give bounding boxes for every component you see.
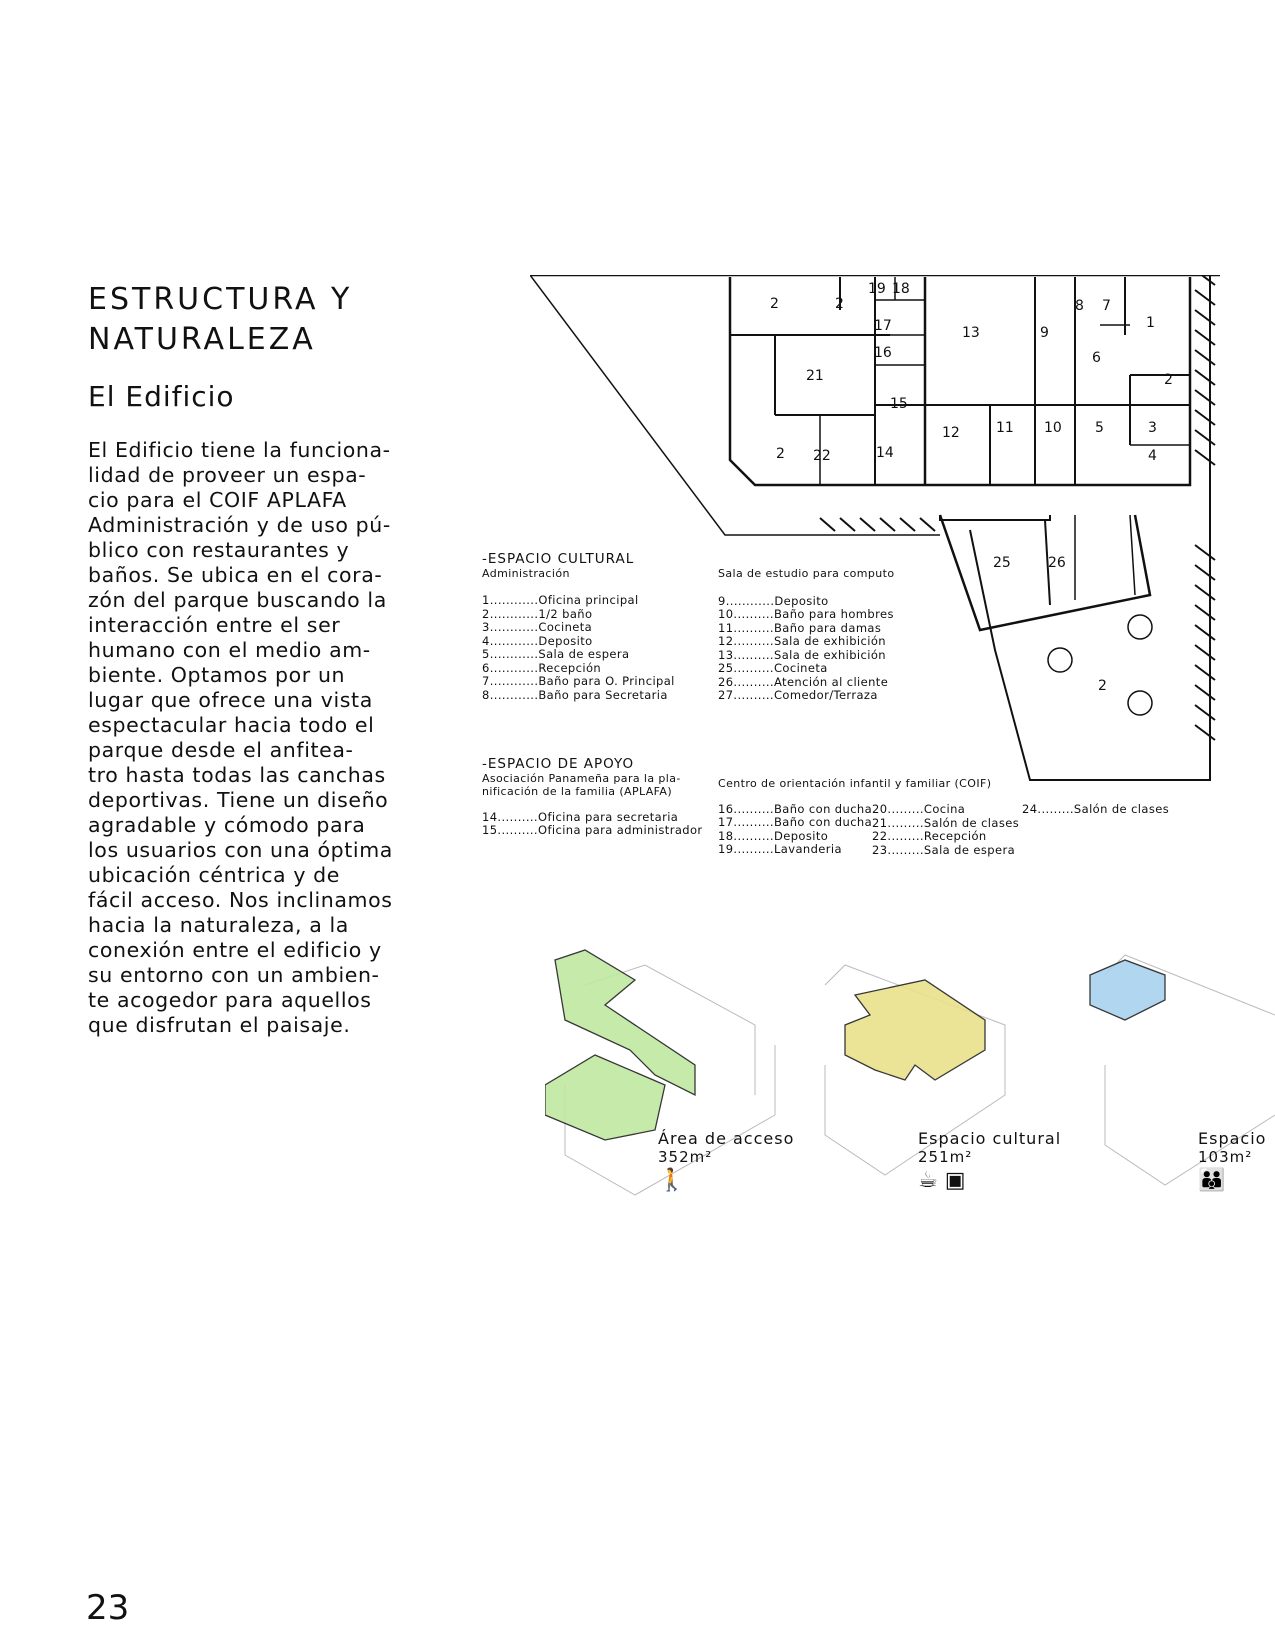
legend-cultural	[482, 553, 675, 702]
legend-item: 19..........Lavanderia	[718, 842, 842, 856]
axo-area: 103m²	[1198, 1148, 1253, 1166]
legend-cultural-col1-heading: Administración	[482, 566, 570, 580]
legend-item: 1............Oficina principal	[482, 593, 639, 607]
room-6: 6	[1092, 350, 1101, 366]
legend-apoyo-col4	[1022, 803, 1169, 817]
page-heading	[88, 280, 352, 360]
blue-area	[1090, 960, 1165, 1020]
room-3: 3	[1148, 420, 1157, 436]
room-21: 21	[806, 368, 824, 384]
room-8: 8	[1075, 298, 1084, 314]
room-18: 18	[892, 281, 910, 297]
room-2e: 2	[1098, 678, 1107, 694]
room-1: 1	[1146, 315, 1155, 331]
legend-item: 3............Cocineta	[482, 620, 593, 634]
axo-label-cultural	[918, 1130, 1061, 1166]
axo-label-espacio	[1198, 1130, 1275, 1166]
legend-item: 17..........Baño con ducha	[718, 815, 873, 829]
legend-apoyo-col3	[872, 803, 1019, 857]
legend-item: 25..........Cocineta	[718, 661, 828, 675]
room-11: 11	[996, 420, 1014, 436]
room-22: 22	[813, 448, 831, 464]
room-2c: 2	[1164, 372, 1173, 388]
legend-apoyo-title: -ESPACIO DE APOYO	[482, 756, 635, 772]
page-number: 23	[86, 1588, 130, 1628]
room-26: 26	[1048, 555, 1066, 571]
room-2d: 2	[776, 446, 785, 462]
food-and-exhibit-icon: ☕ ▣	[918, 1168, 966, 1193]
axo-title: Espacio cultural	[918, 1129, 1062, 1148]
legend-cultural-col2	[718, 567, 895, 703]
section-subheading: El Edificio	[88, 380, 235, 413]
legend-item: 8............Baño para Secretaria	[482, 687, 668, 702]
legend-item: 4............Deposito	[482, 633, 593, 648]
axo-area: 352m²	[658, 1148, 713, 1166]
floor-plan	[530, 275, 1230, 795]
room-4: 4	[1148, 448, 1157, 464]
legend-item: 13..........Sala de exhibición	[718, 647, 886, 662]
axo-title: Espacio	[1198, 1130, 1267, 1148]
walking-person-icon: 🚶	[658, 1168, 686, 1193]
heading-line-1: ESTRUCTURA Y	[88, 282, 353, 317]
room-17: 17	[874, 318, 892, 334]
room-25: 25	[993, 555, 1011, 571]
room-16: 16	[874, 345, 892, 361]
axo-area: 251m²	[918, 1148, 973, 1166]
legend-item: 22.........Recepción	[872, 829, 987, 843]
heading-line-2: NATURALEZA	[88, 322, 316, 357]
legend-item: 2............1/2 baño	[482, 606, 593, 621]
legend-apoyo	[482, 758, 703, 838]
legend-cultural-title: -ESPACIO CULTURAL	[482, 551, 635, 567]
legend-cultural-col2-heading: Sala de estudio para computo	[718, 567, 895, 580]
legend-item: 5............Sala de espera	[482, 647, 630, 661]
room-10: 10	[1044, 420, 1062, 436]
legend-item: 26..........Atención al cliente	[718, 674, 889, 689]
family-icon: 👪	[1198, 1168, 1226, 1193]
room-14: 14	[876, 445, 894, 461]
room-2b: 2	[835, 296, 844, 312]
room-7: 7	[1102, 298, 1111, 314]
legend-item: 20.........Cocina	[872, 802, 966, 816]
room-5: 5	[1095, 420, 1104, 436]
legend-item: 10..........Baño para hombres	[718, 607, 894, 621]
legend-item: 18..........Deposito	[718, 828, 829, 843]
legend-apoyo-col1-heading: Asociación Panameña para la pla- nificación de la familia (APLAFA)	[482, 771, 681, 798]
legend-item: 6............Recepción	[482, 660, 602, 675]
room-19: 19	[868, 281, 886, 297]
legend-item: 11..........Baño para damas	[718, 620, 882, 635]
legend-item: 14..........Oficina para secretaria	[482, 809, 679, 824]
legend-item: 9............Deposito	[718, 593, 829, 608]
axo-title: Área de acceso	[658, 1129, 795, 1148]
room-15: 15	[890, 396, 908, 412]
legend-item: 15..........Oficina para administrador	[482, 823, 703, 837]
yellow-area	[845, 980, 985, 1080]
legend-item: 16..........Baño con ducha	[718, 801, 873, 816]
axo-label-acceso	[658, 1130, 794, 1166]
room-2a: 2	[770, 296, 779, 312]
room-13: 13	[962, 325, 980, 341]
legend-item: 27..........Comedor/Terraza	[718, 688, 878, 702]
legend-item: 12..........Sala de exhibición	[718, 634, 886, 648]
legend-item: 24.........Salón de clases	[1022, 802, 1170, 816]
legend-item: 23.........Sala de espera	[872, 842, 1016, 857]
legend-item: 7............Baño para O. Principal	[482, 674, 675, 688]
room-9: 9	[1040, 325, 1049, 341]
room-12: 12	[942, 425, 960, 441]
legend-item: 21.........Salón de clases	[872, 815, 1020, 830]
legend-apoyo-col2-heading: Centro de orientación infantil y familiar (COIF)	[718, 777, 992, 790]
axonometric-diagrams	[545, 945, 1275, 1215]
body-paragraph: El Edificio tiene la funciona- lidad de proveer un espa- cio para el COIF APLAFA Administración y de uso pú- blico con restaurantes y baños. Se ubica en el cora- zón del parque buscando la interacción entre el ser humano con el medio am- biente. Optamos por un lugar que ofrece una vista espectacular hacia todo el parque desde el anfitea- tro hasta todas las canchas deportivas. Tiene un diseño agradable y cómodo para los usuarios con una óptima ubicación céntrica y de fácil acceso. Nos inclinamos hacia la naturaleza, a la conexión entre el edificio y su entorno con un ambien- te acogedor para aquellos que disfrutan el paisaje.	[88, 438, 393, 1037]
